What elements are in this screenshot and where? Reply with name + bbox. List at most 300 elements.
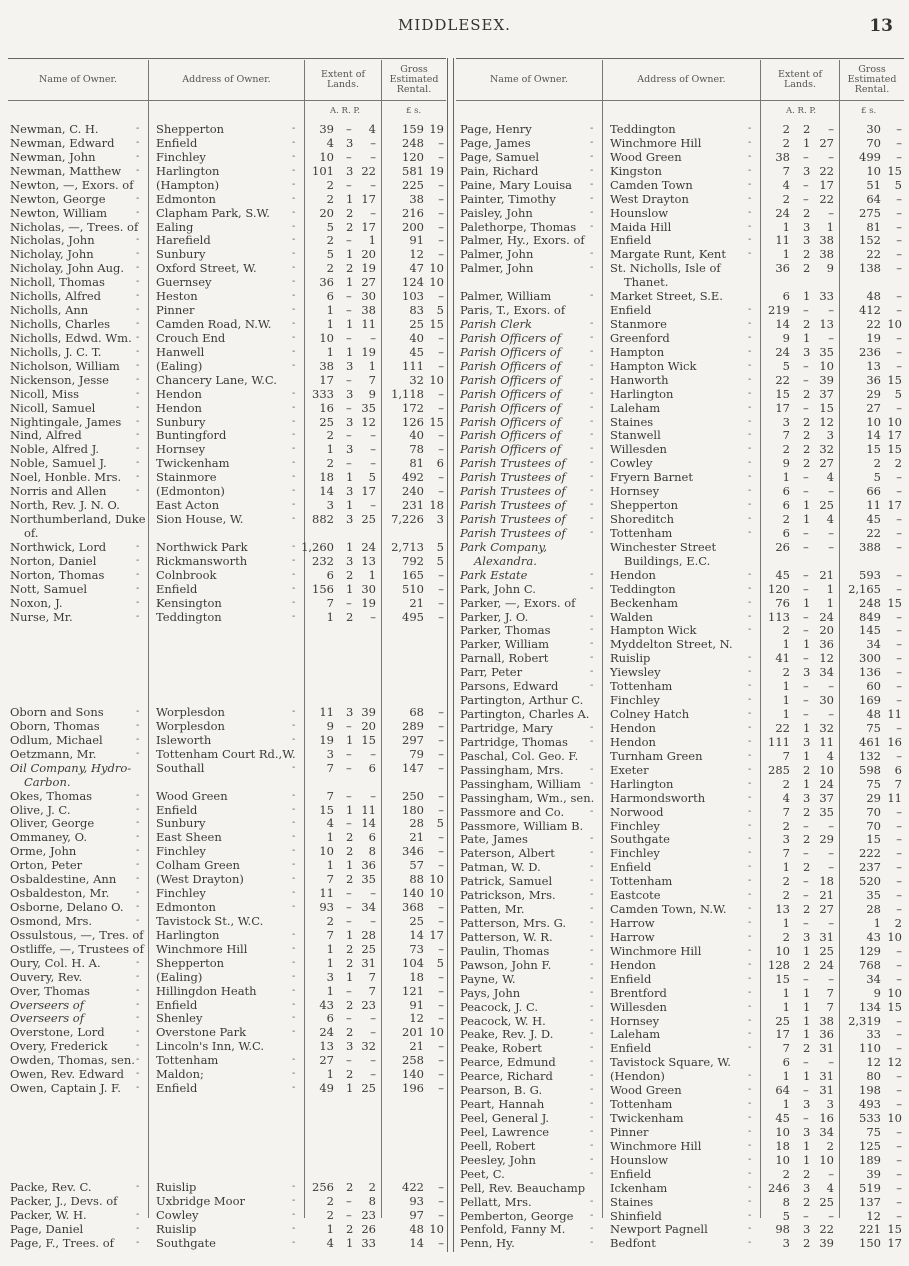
extent-perches: 24: [819, 609, 834, 624]
table-row: [8, 206, 446, 220]
rental-shillings: –: [896, 289, 902, 304]
table-row: [8, 1011, 446, 1025]
owner-address: Harlington: [610, 776, 674, 791]
extent-roods: –: [803, 846, 809, 861]
rental-shillings: 15: [429, 317, 444, 332]
owner-address: Shinfield: [610, 1208, 662, 1223]
rental-pounds: 593: [859, 567, 881, 582]
rental-pounds: 150: [859, 1236, 881, 1251]
extent-roods: –: [346, 1193, 352, 1208]
leader-dash: -: [590, 387, 594, 399]
extent-perches: –: [828, 1208, 834, 1223]
owner-name: Newton, —, Exors. of: [10, 177, 134, 192]
table-row: [8, 150, 446, 164]
table-header: [456, 60, 904, 101]
table-row: [456, 1209, 904, 1223]
leader-dash: -: [136, 290, 140, 302]
extent-acres: 2: [782, 1166, 790, 1181]
extent-acres: 15: [775, 386, 790, 401]
leader-dash: -: [136, 1236, 140, 1248]
leader-dash: -: [748, 986, 752, 998]
leader-dash: -: [748, 345, 752, 357]
leader-dash: -: [292, 443, 296, 455]
leader-dash: -: [136, 845, 140, 857]
extent-roods: 2: [346, 872, 354, 887]
leader-dash: -: [748, 359, 752, 371]
extent-perches: –: [828, 303, 834, 318]
extent-perches: –: [828, 484, 834, 499]
owner-address: Tottenham: [610, 874, 673, 889]
table-row: [456, 860, 904, 874]
owner-name: Page, James: [460, 135, 531, 150]
owner-address: Enfield: [610, 233, 652, 248]
rental-pounds: 45: [409, 344, 424, 359]
rental-shillings: –: [896, 1152, 902, 1167]
extent-perches: –: [828, 707, 834, 722]
extent-perches: 25: [819, 1194, 834, 1209]
table-row: [456, 1097, 904, 1111]
owner-address: Teddington: [610, 122, 676, 136]
table-row: [456, 1222, 904, 1236]
extent-perches: 24: [361, 539, 376, 554]
owner-address: Finchley: [156, 886, 206, 901]
extent-perches: 22: [819, 191, 834, 206]
leader-dash: -: [136, 1012, 140, 1024]
table-row: [8, 1180, 446, 1194]
center-double-rule: [447, 58, 454, 1252]
leader-dash: -: [292, 136, 296, 148]
rental-pounds: 520: [859, 874, 881, 889]
rental-shillings: –: [896, 149, 902, 164]
extent-roods: –: [346, 149, 352, 164]
header-address: Address of Owner.: [182, 74, 271, 85]
table-row: [8, 928, 446, 942]
rental-pounds: 2,713: [391, 539, 424, 554]
extent-roods: 1: [803, 135, 811, 150]
leader-dash: -: [748, 1181, 752, 1193]
owner-address: Hornsey: [156, 442, 206, 457]
extent-perches: 23: [361, 997, 376, 1012]
leader-dash: -: [136, 970, 140, 982]
table-row: [456, 164, 904, 178]
leader-dash: -: [748, 833, 752, 845]
leader-dash: -: [292, 499, 296, 511]
rental-units: £ s.: [861, 106, 877, 116]
extent-roods: –: [803, 874, 809, 889]
owner-name: Pellatt, Mrs.: [460, 1194, 532, 1209]
extent-acres: 1: [782, 916, 790, 930]
rental-shillings: –: [896, 1194, 902, 1209]
owner-address: Oxford Street, W.: [156, 261, 257, 276]
rental-pounds: 21: [409, 1039, 424, 1054]
extent-perches: 4: [826, 470, 834, 485]
extent-acres: 3: [782, 1236, 790, 1251]
extent-roods: 2: [803, 456, 811, 471]
leader-dash: -: [292, 248, 296, 260]
rental-shillings: –: [896, 971, 902, 986]
extent-perches: 33: [819, 289, 834, 304]
owner-name: Partridge, Mary: [460, 720, 553, 735]
leader-dash: -: [748, 777, 752, 789]
leader-dash: -: [292, 817, 296, 829]
extent-acres: 13: [775, 902, 790, 917]
extent-perches: –: [370, 498, 376, 513]
owner-name: Park, John C.: [460, 581, 536, 596]
owner-name: Peet, C.: [460, 1166, 505, 1181]
owner-name: Parnall, Robert: [460, 651, 549, 666]
owner-name: Passingham, Wm., sen.: [460, 790, 595, 805]
owner-name: Parker, J. O.: [460, 609, 529, 624]
owner-address: (Ealing): [156, 969, 203, 984]
table-row: [8, 830, 446, 844]
extent-acres: 5: [782, 358, 790, 373]
rental-shillings: –: [896, 470, 902, 485]
table-top-rule: [8, 58, 446, 59]
owner-name: Oil Company, Hydro-: [10, 760, 132, 775]
owner-name: Newman, Edward: [10, 135, 115, 150]
leader-dash: -: [292, 206, 296, 218]
extent-acres: 10: [319, 844, 334, 859]
owner-address: Turnham Green: [610, 748, 703, 763]
leader-dash: -: [590, 1153, 594, 1165]
extent-acres: 22: [775, 372, 790, 387]
extent-perches: 1: [368, 567, 376, 582]
owner-name: Packer, J., Devs. of: [10, 1193, 118, 1208]
owner-address: Cowley: [156, 1207, 199, 1222]
owner-address: Harlington: [156, 927, 220, 942]
extent-roods: –: [346, 718, 352, 733]
rental-shillings: –: [438, 913, 444, 928]
table-row: [456, 1167, 904, 1181]
rental-shillings: –: [896, 748, 902, 763]
rental-pounds: 104: [402, 955, 424, 970]
leader-dash: -: [292, 733, 296, 745]
rental-pounds: 103: [402, 289, 424, 304]
extent-perches: 33: [361, 1235, 376, 1250]
extent-acres: 219: [768, 303, 790, 318]
rental-pounds: 248: [859, 595, 881, 610]
extent-roods: 2: [803, 122, 811, 136]
owner-address: Tottenham Court Rd.,W.: [156, 746, 296, 761]
leader-dash: -: [748, 331, 752, 343]
rental-shillings: –: [896, 261, 902, 276]
extent-acres: 93: [319, 900, 334, 915]
extent-roods: –: [346, 428, 352, 443]
extent-perches: 38: [819, 247, 834, 262]
leader-dash: -: [590, 652, 594, 664]
owner-name: Penn, Hy.: [460, 1236, 515, 1251]
leader-dash: -: [292, 123, 296, 134]
table-row: [456, 345, 904, 359]
leader-dash: -: [292, 719, 296, 731]
rental-shillings: –: [896, 567, 902, 582]
extent-acres: 17: [775, 400, 790, 415]
owner-name: Northumberland, Duke: [10, 512, 146, 527]
leader-dash: -: [292, 970, 296, 982]
leader-dash: -: [292, 803, 296, 815]
owner-address: Shepperton: [610, 498, 679, 513]
extent-perches: 22: [819, 1222, 834, 1237]
extent-roods: 1: [803, 330, 811, 345]
extent-acres: 2: [326, 913, 334, 928]
rental-shillings: 11: [887, 790, 902, 805]
table-row: [8, 456, 446, 470]
rental-shillings: –: [896, 679, 902, 694]
extent-perches: 16: [819, 1111, 834, 1126]
extent-perches: 39: [361, 705, 376, 719]
rental-pounds: 240: [402, 484, 424, 499]
owner-address: Edmonton: [156, 900, 216, 915]
leader-dash: -: [748, 1000, 752, 1012]
rental-pounds: 201: [402, 1025, 424, 1040]
rental-shillings: –: [896, 818, 902, 833]
extent-roods: 3: [803, 1124, 811, 1139]
owner-name: Peel, Lawrence: [460, 1124, 550, 1139]
owner-address: Ruislip: [156, 1221, 197, 1236]
extent-roods: 2: [803, 902, 811, 917]
table-row: [456, 317, 904, 331]
rental-pounds: 2: [873, 456, 881, 471]
owner-name: Nind, Alfred: [10, 428, 82, 443]
table-row: [456, 805, 904, 819]
leader-dash: -: [590, 1014, 594, 1026]
extent-acres: 232: [312, 553, 334, 568]
extent-perches: 34: [819, 665, 834, 680]
rental-pounds: 346: [402, 844, 424, 859]
table-row: [8, 289, 446, 303]
owner-address: Finchley: [610, 693, 660, 708]
extent-roods: 3: [803, 163, 811, 178]
extent-perches: 38: [819, 233, 834, 248]
rental-pounds: 125: [859, 1138, 881, 1153]
leader-dash: -: [136, 401, 140, 413]
extent-perches: –: [828, 679, 834, 694]
owner-name: Orton, Peter: [10, 858, 83, 873]
rental-shillings: –: [438, 997, 444, 1012]
extent-roods: 1: [346, 927, 354, 942]
owner-name: Parish Trustees of: [460, 484, 566, 499]
leader-dash: -: [136, 415, 140, 427]
leader-dash: -: [136, 554, 140, 566]
extent-roods: 1: [346, 802, 354, 817]
extent-roods: 1: [346, 581, 354, 596]
owner-address: Exeter: [610, 762, 649, 777]
rental-shillings: –: [438, 900, 444, 915]
extent-roods: 3: [803, 1222, 811, 1237]
rental-shillings: 5: [436, 553, 444, 568]
table-row: [8, 373, 446, 387]
rental-shillings: –: [438, 941, 444, 956]
extent-perches: 10: [819, 358, 834, 373]
extent-perches: 17: [361, 191, 376, 206]
table-row: [456, 512, 904, 526]
extent-roods: 2: [803, 247, 811, 262]
extent-perches: 20: [361, 247, 376, 262]
extent-acres: 25: [319, 414, 334, 429]
leader-dash: -: [590, 958, 594, 970]
extent-roods: 2: [803, 1041, 811, 1056]
extent-perches: –: [828, 149, 834, 164]
owner-address: Camden Road, N.W.: [156, 317, 272, 332]
rental-pounds: 110: [859, 1041, 881, 1056]
table-row: [456, 150, 904, 164]
owner-address: Tottenham: [610, 1097, 673, 1112]
leader-dash: -: [590, 345, 594, 357]
extent-perches: 34: [819, 1124, 834, 1139]
table-row: [8, 998, 446, 1012]
rental-pounds: 28: [866, 902, 881, 917]
extent-roods: 3: [346, 442, 354, 457]
extent-acres: 6: [326, 567, 334, 582]
extent-acres: 2: [782, 191, 790, 206]
leader-dash: -: [136, 276, 140, 288]
rental-shillings: –: [896, 637, 902, 652]
extent-acres: 1: [782, 707, 790, 722]
rental-pounds: 189: [859, 1152, 881, 1167]
owner-name: Patrickson, Mrs.: [460, 888, 556, 903]
owner-name: Paine, Mary Louisa: [460, 177, 572, 192]
leader-dash: -: [136, 304, 140, 316]
leader-dash: -: [136, 1208, 140, 1220]
extent-acres: 3: [326, 746, 334, 761]
table-row: [456, 596, 904, 610]
table-row: [8, 872, 446, 886]
leader-dash: -: [590, 471, 594, 483]
owner-name: Pearce, Edmund: [460, 1055, 556, 1070]
extent-perches: 7: [826, 999, 834, 1014]
owner-name: Patrick, Samuel: [460, 874, 553, 889]
extent-roods: 1: [803, 1013, 811, 1028]
leader-dash: -: [590, 1209, 594, 1221]
rental-shillings: –: [438, 358, 444, 373]
rental-pounds: 48: [409, 1221, 424, 1236]
extent-roods: 1: [803, 985, 811, 1000]
owner-name: Peart, Hannah: [460, 1097, 545, 1112]
table-row: [456, 735, 904, 749]
extent-roods: 3: [346, 705, 354, 719]
rental-pounds: 12: [409, 247, 424, 262]
rental-pounds: 30: [866, 122, 881, 136]
rental-shillings: –: [896, 1097, 902, 1112]
extent-acres: 24: [775, 344, 790, 359]
extent-perches: 8: [368, 844, 376, 859]
rental-shillings: –: [438, 428, 444, 443]
extent-roods: –: [346, 456, 352, 471]
owner-address: Kingston: [610, 163, 662, 178]
extent-perches: 38: [361, 303, 376, 318]
table-row: [456, 303, 904, 317]
leader-dash: -: [590, 917, 594, 928]
rental-pounds: 225: [402, 177, 424, 192]
extent-roods: –: [803, 372, 809, 387]
extent-acres: 1: [782, 679, 790, 694]
leader-dash: -: [292, 1026, 296, 1038]
extent-roods: 1: [346, 247, 354, 262]
leader-dash: -: [590, 192, 594, 204]
leader-dash: -: [748, 457, 752, 469]
rental-shillings: –: [438, 969, 444, 984]
owner-address: Norwood: [610, 804, 664, 819]
extent-perches: 1: [368, 233, 376, 248]
rental-pounds: 22: [866, 317, 881, 332]
rental-shillings: –: [438, 1053, 444, 1068]
table-row: [456, 220, 904, 234]
leader-dash: -: [748, 1014, 752, 1026]
owner-address: Hendon: [156, 400, 202, 415]
extent-perches: –: [370, 330, 376, 345]
owner-address: Hendon: [610, 957, 656, 972]
owner-address: Hounslow: [610, 1152, 669, 1167]
extent-roods: 3: [803, 344, 811, 359]
extent-acres: 4: [326, 135, 334, 150]
extent-perches: 35: [361, 872, 376, 887]
extent-perches: 31: [819, 1069, 834, 1084]
rental-shillings: 12: [887, 1055, 902, 1070]
rental-pounds: 22: [866, 525, 881, 540]
leader-dash: -: [748, 749, 752, 761]
extent-roods: 1: [803, 1152, 811, 1167]
owner-name: Parish Trustees of: [460, 498, 566, 513]
extent-roods: –: [346, 816, 352, 831]
rental-pounds: 21: [409, 595, 424, 610]
rental-shillings: –: [438, 177, 444, 192]
rental-pounds: 132: [859, 748, 881, 763]
extent-roods: 3: [346, 358, 354, 373]
extent-roods: 3: [346, 163, 354, 178]
table-row: [456, 359, 904, 373]
leader-dash: -: [292, 1222, 296, 1234]
extent-perches: 11: [361, 802, 376, 817]
extent-roods: 2: [346, 844, 354, 859]
extent-acres: 1: [782, 999, 790, 1014]
extent-roods: –: [803, 916, 809, 930]
rental-pounds: 2,319: [848, 1013, 881, 1028]
leader-dash: -: [748, 373, 752, 385]
extent-perches: –: [370, 177, 376, 192]
leader-dash: -: [590, 443, 594, 455]
rental-shillings: 10: [887, 929, 902, 944]
extent-acres: 1: [326, 1067, 334, 1082]
leader-dash: -: [748, 1223, 752, 1235]
rental-shillings: –: [896, 1013, 902, 1028]
extent-perches: –: [370, 442, 376, 457]
rental-shillings: 10: [887, 985, 902, 1000]
extent-roods: –: [803, 191, 809, 206]
extent-roods: 2: [803, 1166, 811, 1181]
table-row: [456, 122, 904, 136]
leader-dash: -: [590, 721, 594, 733]
table-row: [456, 958, 904, 972]
rental-shillings: –: [438, 135, 444, 150]
extent-acres: 7: [326, 927, 334, 942]
extent-roods: –: [803, 888, 809, 903]
leader-dash: -: [748, 234, 752, 246]
rental-shillings: 15: [429, 414, 444, 429]
owner-name: Nicholas, John: [10, 233, 95, 248]
owner-address: Finchley: [610, 818, 660, 833]
extent-perches: –: [370, 428, 376, 443]
owner-address: East Acton: [156, 498, 220, 513]
owner-name: Parish Officers of: [460, 386, 561, 401]
leader-dash: -: [292, 150, 296, 162]
table-row: [456, 568, 904, 582]
rental-pounds: 29: [866, 790, 881, 805]
owner-name: Nicholls, J. C. T.: [10, 344, 102, 359]
leader-dash: -: [748, 791, 752, 803]
leader-dash: -: [590, 359, 594, 371]
leader-dash: -: [292, 234, 296, 246]
extent-perches: 4: [826, 1180, 834, 1195]
